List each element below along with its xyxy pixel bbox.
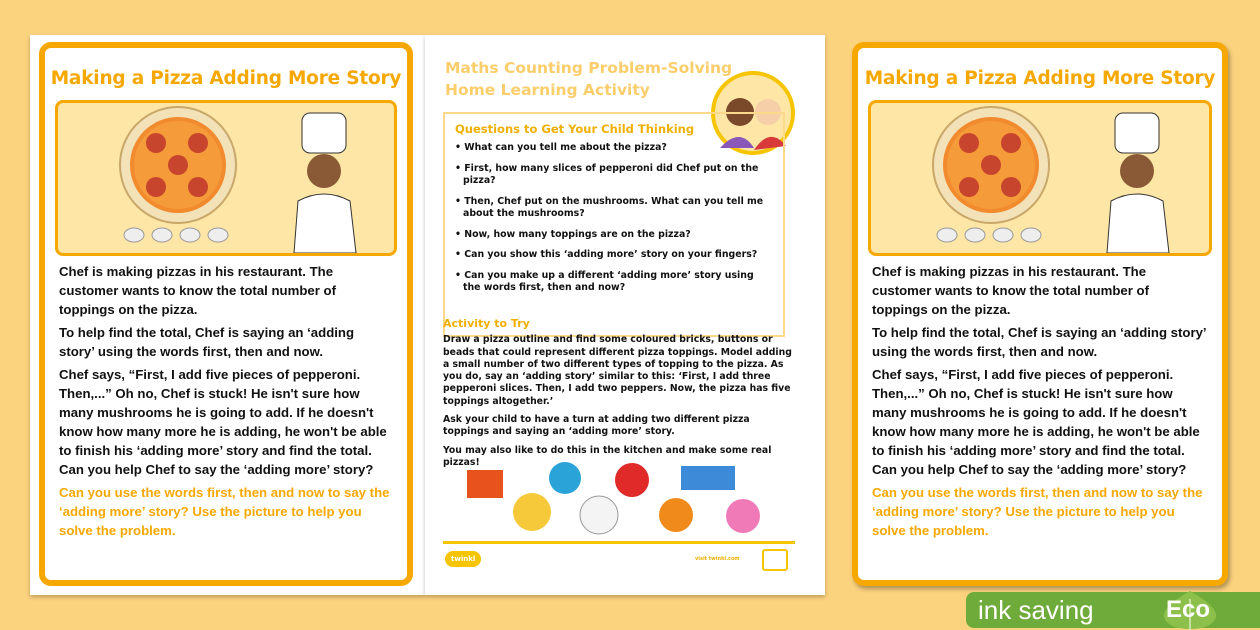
story-paragraph: Chef says, “First, I add five pieces of pepperoni. Then,...” Oh no, Chef is stuck! He isn't sure how many mushrooms he is going to add. If he doesn't know how many more he is adding, he won't be able to finish his ‘adding more’ story and find the total. Can you help Chef to say the ‘adding more’ story?: [59, 367, 387, 477]
activity-heading: Activity to Try: [443, 317, 530, 330]
activity-paragraph: Ask your child to have a turn at adding two different pizza toppings and saying an ‘adding more’ story.: [443, 414, 750, 438]
activity-sheet-title: [445, 57, 732, 101]
list-item: • What can you tell me about the pizza?: [455, 142, 773, 155]
questions-list: [445, 142, 783, 295]
footer-text: visit twinkl.com: [695, 556, 740, 562]
chef-icon: [1107, 113, 1169, 253]
badge-icon: [762, 549, 788, 571]
story-paragraph: Chef says, “First, I add five pieces of pepperoni. Then,...” Oh no, Chef is stuck! He isn't sure how many mushrooms he is going to add. If he doesn't know how many more he is adding, he won't be able to finish his ‘adding more’ story and find the total. Can you help Chef to say the ‘adding more’ story?: [872, 367, 1200, 477]
title-line: Home Learning Activity: [445, 81, 650, 99]
list-item: • Can you show this ‘adding more’ story on your fingers?: [455, 249, 773, 262]
list-item: • Then, Chef put on the mushrooms. What can you tell me about the mushrooms?: [455, 196, 773, 221]
pizza-chef-illustration: [55, 100, 397, 256]
story-card: [852, 42, 1228, 586]
toppings-icon: [455, 460, 795, 535]
story-question: Can you use the words first, then and now to say the ‘adding more’ story? Use the picture to help you solve the problem.: [872, 485, 1203, 538]
story-sheet-right: [850, 40, 1230, 590]
twinkl-logo: twinkl: [445, 551, 481, 567]
title-line: Maths Counting Problem-Solving: [445, 59, 733, 77]
chef-icon: [294, 113, 356, 253]
pizza-icon: [58, 103, 397, 253]
story-paragraph: Chef is making pizzas in his restaurant. The customer wants to know the total number of toppings on the pizza.: [59, 264, 336, 317]
pizza-icon: [871, 103, 1211, 253]
activity-sheet: [425, 35, 825, 595]
questions-box: [443, 112, 785, 337]
story-paragraph: To help find the total, Chef is saying an ‘adding story’ using the words first, then and now.: [872, 325, 1206, 359]
activity-section: [443, 318, 793, 475]
story-paragraph: Chef is making pizzas in his restaurant. The customer wants to know the total number of toppings on the pizza.: [872, 264, 1149, 317]
story-paragraph: To help find the total, Chef is saying an ‘adding story’ using the words first, then and now.: [59, 325, 355, 359]
ink-saving-label: ink saving: [978, 595, 1094, 625]
eco-label: Eco: [1166, 596, 1211, 623]
story-question: Can you use the words first, then and now to say the ‘adding more’ story? Use the picture to help you solve the problem.: [59, 485, 390, 538]
questions-heading: Questions to Get Your Child Thinking: [455, 122, 695, 136]
activity-paragraph: You may also like to do this in the kitchen and make some real pizzas!: [443, 444, 772, 468]
list-item: • First, how many slices of pepperoni did Chef put on the pizza?: [455, 163, 773, 188]
story-card: [39, 42, 413, 586]
list-item: • Can you make up a different ‘adding more’ story using the words first, then and now?: [455, 270, 773, 295]
card-title: Making a Pizza Adding More Story: [864, 68, 1216, 89]
card-title: Making a Pizza Adding More Story: [50, 68, 402, 89]
activity-paragraph: Draw a pizza outline and find some coloured bricks, buttons or beads that could represent different pizza toppings. Model adding a small number of two different types of topping to the pizza. As you do, say an ‘adding story’ similar to this: ‘First, I add three pepperoni slices. Then, I add two peppers. Now, the pizza has five toppings altogether.’: [443, 334, 792, 407]
story-sheet-left: [30, 35, 425, 595]
story-text: [59, 262, 391, 544]
pizza-chef-illustration: [868, 100, 1212, 256]
footer-divider: [443, 541, 795, 544]
story-text: [872, 262, 1206, 544]
list-item: • Now, how many toppings are on the pizza?: [455, 229, 773, 242]
